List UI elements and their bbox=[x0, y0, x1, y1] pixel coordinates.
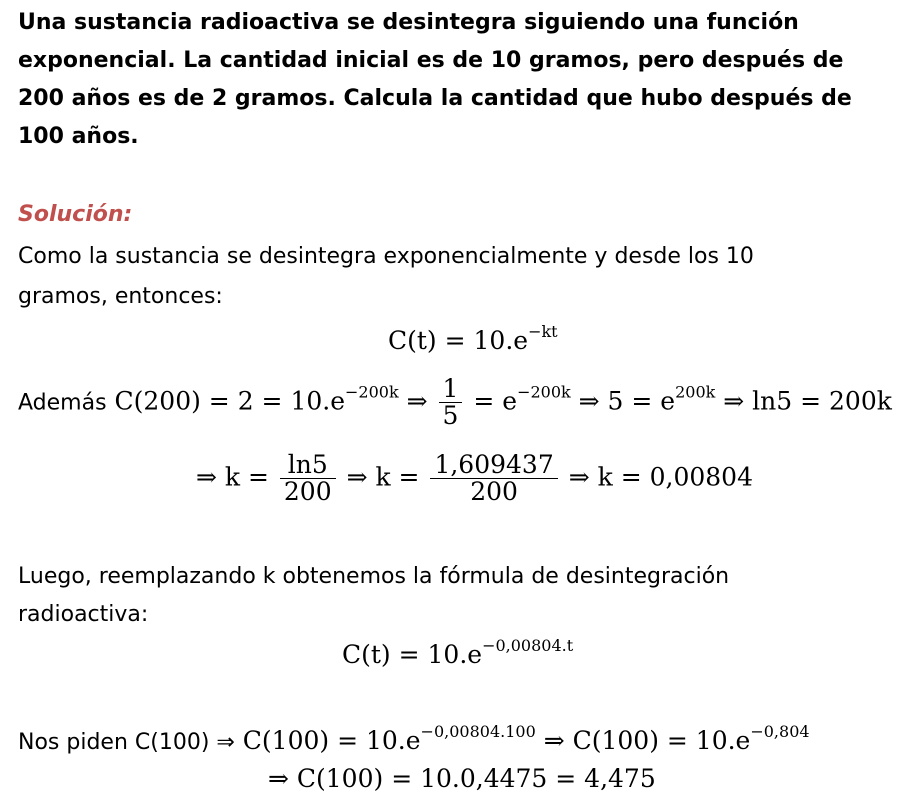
problem-line-3: 200 años es de 2 gramos. Calcula la cantidad que hubo después de bbox=[18, 86, 852, 111]
fraction-ln5-numerator: ln5 bbox=[280, 452, 336, 479]
k-step-2: ⇒ k = bbox=[346, 462, 420, 492]
equation-model bbox=[388, 322, 558, 355]
k-equation bbox=[196, 452, 753, 506]
fraction-value-200 bbox=[430, 452, 557, 506]
ademas-equation: Además $C(200) = 2 = 10.e^{-200k}$ ⇒ $\frac{1}{5}$ = $e^{-200k}$ ⇒ $5 = e^{200k}$ ⇒ ln5 = 200k bbox=[18, 374, 892, 431]
fraction-numerator: 1 bbox=[439, 376, 463, 403]
k-step-3: ⇒ k = 0,00804 bbox=[568, 462, 753, 492]
ademas-part-a-exponent: −200k bbox=[345, 382, 399, 402]
equation-model-base: C(t) = 10.e bbox=[388, 326, 529, 355]
ademas-part-d: ⇒ ln5 = 200k bbox=[723, 386, 892, 416]
piden-part-a: C(100) = 10.e bbox=[242, 726, 421, 755]
luego-line-1: Luego, reemplazando k obtenemos la fórmula de desintegración bbox=[18, 564, 730, 589]
solution-title: Solución: bbox=[18, 202, 133, 227]
fraction-value-numerator: 1,609437 bbox=[430, 452, 557, 479]
equation-final-base: C(t) = 10.e bbox=[342, 640, 483, 669]
ademas-part-a: C(200) = 2 = 10.e bbox=[114, 386, 345, 416]
luego-line-2: radioactiva: bbox=[18, 602, 149, 627]
problem-line-2: exponencial. La cantidad inicial es de 10 gramos, pero después de bbox=[18, 48, 844, 73]
ademas-label: Además bbox=[18, 390, 107, 416]
equation-final-exponent: −0,00804.t bbox=[482, 636, 574, 655]
fraction-one-fifth bbox=[439, 376, 463, 430]
piden-part-a-exponent: −0,00804.100 bbox=[420, 722, 536, 741]
ademas-part-b-exponent: −200k bbox=[517, 382, 571, 402]
problem-line-1: Una sustancia radioactiva se desintegra siguiendo una función bbox=[18, 10, 799, 35]
equation-model-exponent: −kt bbox=[528, 322, 558, 341]
ademas-part-c: ⇒ 5 = e bbox=[578, 386, 676, 416]
fraction-ln5-200 bbox=[280, 452, 336, 506]
intro-line-2: gramos, entonces: bbox=[18, 284, 223, 309]
piden-part-b: ⇒ C(100) = 10.e bbox=[543, 726, 751, 755]
ademas-part-c-exponent: 200k bbox=[675, 382, 716, 402]
fraction-ln5-denominator: 200 bbox=[283, 477, 332, 507]
result-equation: ⇒ C(100) = 10.0,4475 = 4,475 bbox=[268, 764, 656, 793]
piden-part-b-exponent: −0,804 bbox=[750, 722, 810, 741]
problem-line-4: 100 años. bbox=[18, 124, 139, 149]
piden-label: Nos piden C(100) ⇒ bbox=[18, 730, 235, 755]
k-step-1: ⇒ k = bbox=[196, 462, 269, 492]
piden-equation bbox=[18, 722, 810, 755]
fraction-denominator: 5 bbox=[442, 401, 459, 431]
fraction-value-denominator: 200 bbox=[470, 477, 518, 507]
intro-line-1: Como la sustancia se desintegra exponencialmente y desde los 10 bbox=[18, 244, 754, 269]
equation-final bbox=[342, 636, 574, 669]
ademas-part-b: = e bbox=[473, 386, 518, 416]
